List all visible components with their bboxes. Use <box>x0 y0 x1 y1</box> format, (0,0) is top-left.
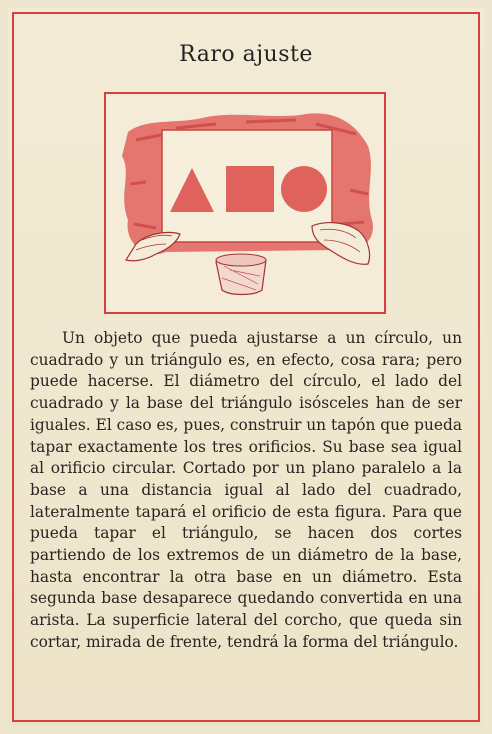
illustration <box>106 94 384 312</box>
square-hole <box>226 166 274 212</box>
circle-hole <box>281 166 327 212</box>
body-paragraph: Un objeto que pueda ajustarse a un círculo, un cuadrado y un triángulo es, en efecto, cosa rara; pero puede hacerse. El diámetro del círculo, el lado del cuadrado y la base del triángulo isósceles han de ser iguales. El caso es, pues, construir un tapón que pueda tapar exactamente los tres orificios. Su base sea igual al orificio circular. Cortado por un plano paralelo a la base a una distancia igual al lado del cuadrado, lateralmente tapará el orificio de esta figura. Para que pueda tapar el triángulo, se hacen dos cortes partiendo de los extremos de un diámetro de la base, hasta encontrar la otra base en un diámetro. Esta segunda base desaparece quedando convertida en una arista. La superficie lateral del corcho, que queda sin cortar, mirada de frente, tendrá la forma del triángulo. <box>30 329 462 651</box>
page-title: Raro ajuste <box>179 42 313 67</box>
page <box>8 8 484 726</box>
illustration-frame <box>104 92 386 314</box>
